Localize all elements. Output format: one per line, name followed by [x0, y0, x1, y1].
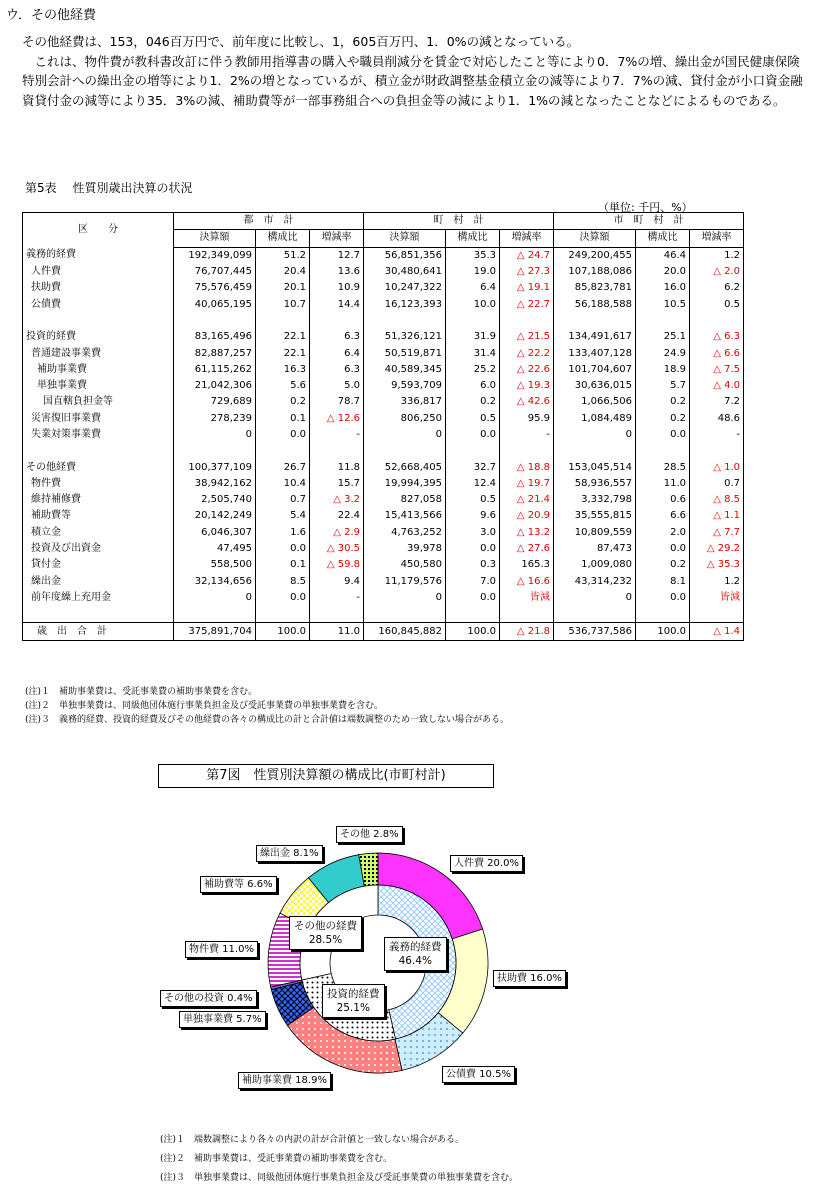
- table-cell: 22.4: [310, 508, 364, 524]
- table-cell: 10.4: [256, 476, 310, 492]
- table-cell: 100.0: [256, 623, 310, 640]
- table-cell: 6.2: [690, 280, 744, 296]
- header-group-total: 市 町 村 計: [554, 213, 744, 230]
- table-cell: △ 22.2: [500, 345, 554, 361]
- table-cell: △ 21.4: [500, 492, 554, 508]
- table-cell: 806,250: [364, 411, 446, 427]
- table-cell: △ 2.9: [310, 525, 364, 541]
- table-cell: 19,994,395: [364, 476, 446, 492]
- table-cell: 40,065,195: [174, 296, 256, 312]
- table-cell: 192,349,099: [174, 247, 256, 264]
- table-cell: 28.5: [636, 459, 690, 475]
- table-cell: 6.0: [446, 378, 500, 394]
- table-cell: 16.3: [256, 362, 310, 378]
- table-cell: 87,473: [554, 541, 636, 557]
- table-cell: 4,763,252: [364, 525, 446, 541]
- table-cell: 16.0: [636, 280, 690, 296]
- header-group-city: 都 市 計: [174, 213, 364, 230]
- table-cell: △ 4.0: [690, 378, 744, 394]
- table-cell: △ 8.5: [690, 492, 744, 508]
- table-cell: 58,936,557: [554, 476, 636, 492]
- table-cell: 101,704,607: [554, 362, 636, 378]
- table-cell: 133,407,128: [554, 345, 636, 361]
- table-cell: 7.0: [446, 574, 500, 590]
- table-cell: △ 13.2: [500, 525, 554, 541]
- table-cell: 336,817: [364, 394, 446, 410]
- table-cell: 1,084,489: [554, 411, 636, 427]
- table-note-2: (注)２ 単独事業費は、同級他団体施行事業負担金及び受託事業費の単独事業費を含む。: [25, 701, 384, 711]
- table-cell: 160,845,882: [364, 623, 446, 640]
- table-cell: 375,891,704: [174, 623, 256, 640]
- table-cell: 85,823,781: [554, 280, 636, 296]
- table-cell: 0.7: [256, 492, 310, 508]
- table-cell: △ 19.3: [500, 378, 554, 394]
- table-cell: 5.0: [310, 378, 364, 394]
- table-cell: 10,247,322: [364, 280, 446, 296]
- row-label: 歳 出 合 計: [23, 623, 174, 640]
- table-cell: 56,188,588: [554, 296, 636, 312]
- table-cell: △ 1.4: [690, 623, 744, 640]
- label-hojo-jigyo: 補助事業費 18.9%: [238, 1072, 331, 1089]
- table-cell: 107,188,086: [554, 264, 636, 280]
- table-cell: 0.0: [256, 590, 310, 606]
- table-cell: 48.6: [690, 411, 744, 427]
- table-cell: 827,058: [364, 492, 446, 508]
- header-kubun: 区 分: [23, 213, 174, 248]
- table-cell: 1.6: [256, 525, 310, 541]
- table-cell: 1,066,506: [554, 394, 636, 410]
- table-cell: △ 29.2: [690, 541, 744, 557]
- table-cell: 0.5: [446, 492, 500, 508]
- section-heading: ウ．その他経費: [6, 8, 96, 23]
- table-cell: 0.0: [256, 541, 310, 557]
- table-cell: 30,480,641: [364, 264, 446, 280]
- table-cell: △ 18.8: [500, 459, 554, 475]
- subheader-ratio: 構成比: [256, 230, 310, 247]
- label-bukken: 物件費 11.0%: [185, 941, 258, 958]
- table-cell: 15.7: [310, 476, 364, 492]
- table-cell: △ 2.0: [690, 264, 744, 280]
- table-cell: 5.4: [256, 508, 310, 524]
- table-cell: 18.9: [636, 362, 690, 378]
- table-cell: 8.1: [636, 574, 690, 590]
- table-cell: 22.1: [256, 329, 310, 345]
- table-cell: 40,589,345: [364, 362, 446, 378]
- table-cell: 46.4: [636, 247, 690, 264]
- row-label: 貸付金: [23, 557, 174, 573]
- figure-notes: [160, 1131, 518, 1188]
- table-cell: 12.7: [310, 247, 364, 264]
- figure-note-3: (注)３ 単独事業費は、同級他団体施行事業負担金及び受託事業費の単独事業費を含む。: [160, 1173, 519, 1183]
- table-cell: 3,332,798: [554, 492, 636, 508]
- table-cell: 38,942,162: [174, 476, 256, 492]
- table-cell: 35,555,815: [554, 508, 636, 524]
- table-cell: 31.4: [446, 345, 500, 361]
- table-cell: △ 3.2: [310, 492, 364, 508]
- table-cell: △ 35.3: [690, 557, 744, 573]
- table-cell: 56,851,356: [364, 247, 446, 264]
- table-cell: 2.0: [636, 525, 690, 541]
- table-cell: 6.3: [310, 362, 364, 378]
- row-label: 失業対策事業費: [23, 427, 174, 443]
- table-cell: 43,314,232: [554, 574, 636, 590]
- table-title: 第5表 性質別歳出決算の状況: [25, 181, 193, 195]
- table-cell: 32.7: [446, 459, 500, 475]
- table-cell: 12.4: [446, 476, 500, 492]
- table-cell: 5.6: [256, 378, 310, 394]
- table-cell: 21,042,306: [174, 378, 256, 394]
- table-cell: 20.4: [256, 264, 310, 280]
- table-cell: 729,689: [174, 394, 256, 410]
- center-label-sonota-keihi: その他の経費 28.5%: [289, 916, 362, 950]
- table-cell: 8.5: [256, 574, 310, 590]
- table-note-1: (注)１ 補助事業費は、受託事業費の補助事業費を含む。: [25, 687, 258, 697]
- table-cell: △ 12.6: [310, 411, 364, 427]
- table-cell: 20,142,249: [174, 508, 256, 524]
- table-cell: 51.2: [256, 247, 310, 264]
- table-cell: 6.4: [446, 280, 500, 296]
- table-cell: 13.6: [310, 264, 364, 280]
- table-cell: 0.0: [256, 427, 310, 443]
- table-cell: 15,413,566: [364, 508, 446, 524]
- table-cell: 0: [364, 590, 446, 606]
- table-cell: -: [310, 590, 364, 606]
- table-cell: 2,505,740: [174, 492, 256, 508]
- table-cell: 10.0: [446, 296, 500, 312]
- subheader-change: 増減率: [310, 230, 364, 247]
- table-cell: 0.0: [636, 541, 690, 557]
- row-label: 扶助費: [23, 280, 174, 296]
- table-cell: △ 22.7: [500, 296, 554, 312]
- table-cell: 9,593,709: [364, 378, 446, 394]
- table-cell: 0.0: [446, 427, 500, 443]
- label-sonota-toshi: その他の投資 0.4%: [160, 990, 257, 1007]
- table-cell: 6.6: [636, 508, 690, 524]
- table-cell: 249,200,455: [554, 247, 636, 264]
- table-cell: -: [310, 427, 364, 443]
- table-cell: 0.0: [446, 590, 500, 606]
- table-cell: △ 27.6: [500, 541, 554, 557]
- table-cell: 6,046,307: [174, 525, 256, 541]
- table-cell: △ 59.8: [310, 557, 364, 573]
- table-cell: 1.2: [690, 247, 744, 264]
- table-cell: 皆減: [690, 590, 744, 606]
- table-cell: 0: [174, 590, 256, 606]
- table-cell: 78.7: [310, 394, 364, 410]
- table-cell: 0.6: [636, 492, 690, 508]
- subheader-amount: 決算額: [554, 230, 636, 247]
- table-cell: 6.4: [310, 345, 364, 361]
- table-cell: 1.2: [690, 574, 744, 590]
- table-cell: 450,580: [364, 557, 446, 573]
- table-cell: 11,179,576: [364, 574, 446, 590]
- table-cell: △ 19.1: [500, 280, 554, 296]
- table-cell: 7.2: [690, 394, 744, 410]
- table-cell: 0: [364, 427, 446, 443]
- table-cell: 100,377,109: [174, 459, 256, 475]
- table-cell: 39,978: [364, 541, 446, 557]
- table-cell: 5.7: [636, 378, 690, 394]
- row-label: 前年度繰上充用金: [23, 590, 174, 606]
- table-cell: 皆減: [500, 590, 554, 606]
- table-cell: 0.0: [636, 427, 690, 443]
- table-cell: 14.4: [310, 296, 364, 312]
- subheader-change: 増減率: [500, 230, 554, 247]
- row-label: 単独事業費: [23, 378, 174, 394]
- table-cell: 16,123,393: [364, 296, 446, 312]
- table-cell: △ 27.3: [500, 264, 554, 280]
- label-fujo: 扶助費 16.0%: [493, 970, 566, 987]
- figure-title: 第7図 性質別決算額の構成比(市町村計): [158, 764, 494, 788]
- table-cell: 0.3: [446, 557, 500, 573]
- table-cell: 25.2: [446, 362, 500, 378]
- subheader-amount: 決算額: [174, 230, 256, 247]
- table-cell: 6.3: [310, 329, 364, 345]
- table-cell: 11.0: [636, 476, 690, 492]
- table-cell: 25.1: [636, 329, 690, 345]
- table-note-3: (注)３ 義務的経費、投資的経費及びその他経費の各々の構成比の計と合計値は端数調整のため一致しない場合がある。: [25, 715, 510, 725]
- table-cell: 32,134,656: [174, 574, 256, 590]
- table-cell: 10.5: [636, 296, 690, 312]
- row-label: 国直轄負担金等: [23, 394, 174, 410]
- table-cell: 20.1: [256, 280, 310, 296]
- table-cell: 47,495: [174, 541, 256, 557]
- table-cell: 536,737,586: [554, 623, 636, 640]
- table-cell: 95.9: [500, 411, 554, 427]
- row-label: 補助費等: [23, 508, 174, 524]
- center-label-toshi: 投資的経費 25.1%: [322, 984, 385, 1018]
- table-cell: 83,165,496: [174, 329, 256, 345]
- row-label: 補助事業費: [23, 362, 174, 378]
- table-cell: 153,045,514: [554, 459, 636, 475]
- label-sonota: その他 2.8%: [336, 826, 403, 843]
- table-cell: △ 6.6: [690, 345, 744, 361]
- row-label: 災害復旧事業費: [23, 411, 174, 427]
- subheader-ratio: 構成比: [446, 230, 500, 247]
- table-cell: 61,115,262: [174, 362, 256, 378]
- table-cell: 30,636,015: [554, 378, 636, 394]
- table-cell: 0.5: [690, 296, 744, 312]
- center-label-gimu: 義務的経費 46.4%: [384, 937, 447, 971]
- body-paragraph: その他経費は、153，046百万円で、前年度に比較し、1，605百万円、1．0%の減となっている。 これは、物件費が教科書改訂に伴う教師用指導書の購入や職員削減分を賃金で対応したこと等により0．7%の増、繰出金が国民健康保険特別会計への繰出金の増等により1．2%の増となっているが、積立金が財政調整基金積立金の減等により7．7%の減、貸付金が小口資金融資貸付金の減等により35．3%の減、補助費等が一部事務組合への負担金等の減により1．1%の減となったことなどによるものである。: [22, 34, 803, 108]
- table-cell: 134,491,617: [554, 329, 636, 345]
- table-unit: （単位: 千円、%）: [598, 201, 693, 214]
- table-cell: 10,809,559: [554, 525, 636, 541]
- table-cell: 558,500: [174, 557, 256, 573]
- table-cell: 24.9: [636, 345, 690, 361]
- table-cell: 11.0: [310, 623, 364, 640]
- table-cell: 19.0: [446, 264, 500, 280]
- table-cell: △ 30.5: [310, 541, 364, 557]
- label-tandoku: 単独事業費 5.7%: [179, 1011, 266, 1028]
- table-cell: 0.2: [636, 557, 690, 573]
- table-cell: △ 1.1: [690, 508, 744, 524]
- table-cell: 11.8: [310, 459, 364, 475]
- table-cell: 0.2: [256, 394, 310, 410]
- table-cell: 0.7: [690, 476, 744, 492]
- figure-note-2: (注)２ 補助事業費は、受託事業費の補助事業費を含む。: [160, 1154, 393, 1164]
- table-cell: 9.6: [446, 508, 500, 524]
- table-cell: 0.1: [256, 557, 310, 573]
- table-cell: 0.5: [446, 411, 500, 427]
- subheader-change: 増減率: [690, 230, 744, 247]
- table-cell: -: [500, 427, 554, 443]
- label-jinken: 人件費 20.0%: [450, 855, 523, 872]
- table-cell: 100.0: [636, 623, 690, 640]
- table-cell: 3.0: [446, 525, 500, 541]
- table-cell: 76,707,445: [174, 264, 256, 280]
- table-cell: 82,887,257: [174, 345, 256, 361]
- table-cell: 0.1: [256, 411, 310, 427]
- row-label: 公債費: [23, 296, 174, 312]
- table-cell: △ 7.5: [690, 362, 744, 378]
- table-cell: 0: [554, 427, 636, 443]
- row-label: 物件費: [23, 476, 174, 492]
- table-cell: 26.7: [256, 459, 310, 475]
- row-label: 維持補修費: [23, 492, 174, 508]
- table-cell: 52,668,405: [364, 459, 446, 475]
- row-label: 繰出金: [23, 574, 174, 590]
- label-kuridashi: 繰出金 8.1%: [256, 845, 323, 862]
- table-cell: 278,239: [174, 411, 256, 427]
- table-cell: △ 21.8: [500, 623, 554, 640]
- row-label: 義務的経費: [23, 247, 174, 264]
- table-cell: △ 22.6: [500, 362, 554, 378]
- table-cell: 0.2: [636, 411, 690, 427]
- table-cell: 165.3: [500, 557, 554, 573]
- table-cell: 75,576,459: [174, 280, 256, 296]
- table-cell: △ 21.5: [500, 329, 554, 345]
- label-hojohi: 補助費等 6.6%: [200, 876, 277, 893]
- table-cell: 0: [554, 590, 636, 606]
- figure-note-1: (注)１ 端数調整により各々の内訳の計が合計値と一致しない場合がある。: [160, 1135, 465, 1145]
- table-cell: 35.3: [446, 247, 500, 264]
- table-cell: 20.0: [636, 264, 690, 280]
- table-cell: 50,519,871: [364, 345, 446, 361]
- table-cell: 0.0: [446, 541, 500, 557]
- row-label: その他経費: [23, 459, 174, 475]
- table-cell: △ 24.7: [500, 247, 554, 264]
- table-cell: 100.0: [446, 623, 500, 640]
- row-label: 積立金: [23, 525, 174, 541]
- row-label: 人件費: [23, 264, 174, 280]
- table-cell: △ 19.7: [500, 476, 554, 492]
- row-label: 投資及び出資金: [23, 541, 174, 557]
- table-cell: 22.1: [256, 345, 310, 361]
- table-cell: 31.9: [446, 329, 500, 345]
- table-cell: △ 20.9: [500, 508, 554, 524]
- row-label: 普通建設事業費: [23, 345, 174, 361]
- table-cell: 10.7: [256, 296, 310, 312]
- table-cell: 1,009,080: [554, 557, 636, 573]
- table-cell: △ 16.6: [500, 574, 554, 590]
- table-cell: 0: [174, 427, 256, 443]
- table-cell: 0.2: [636, 394, 690, 410]
- label-kosai: 公債費 10.5%: [442, 1066, 515, 1083]
- table-cell: 0.2: [446, 394, 500, 410]
- table-cell: △ 6.3: [690, 329, 744, 345]
- row-label: 投資的経費: [23, 329, 174, 345]
- table-cell: 0.0: [636, 590, 690, 606]
- header-group-town: 町 村 計: [364, 213, 554, 230]
- table-cell: 10.9: [310, 280, 364, 296]
- table-cell: -: [690, 427, 744, 443]
- table-cell: 51,326,121: [364, 329, 446, 345]
- table-cell: 9.4: [310, 574, 364, 590]
- subheader-ratio: 構成比: [636, 230, 690, 247]
- subheader-amount: 決算額: [364, 230, 446, 247]
- table-cell: △ 7.7: [690, 525, 744, 541]
- table-cell: △ 1.0: [690, 459, 744, 475]
- table-cell: △ 42.6: [500, 394, 554, 410]
